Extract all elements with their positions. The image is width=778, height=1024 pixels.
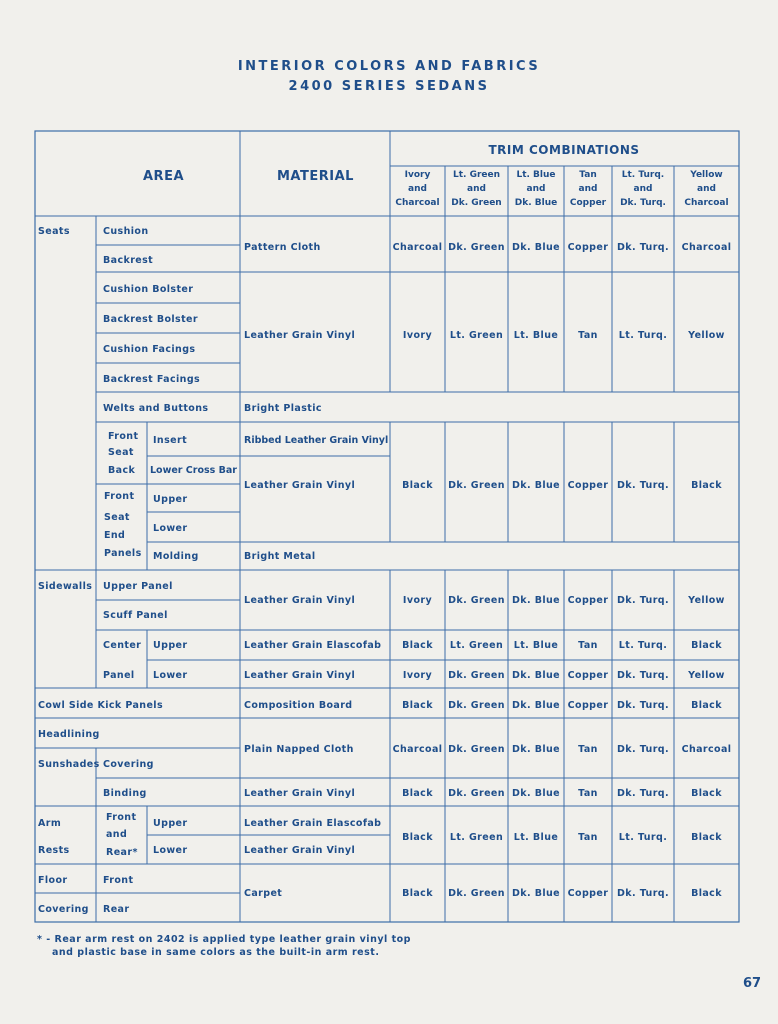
trim-column-header-line: Charcoal [395, 198, 440, 208]
label-floor: Floor [38, 875, 68, 886]
trim-cell: Black [691, 888, 722, 899]
trim-cell: Black [402, 700, 433, 711]
trim-cell: Lt. Turq. [618, 832, 668, 843]
trim-column-header-line: Charcoal [684, 198, 729, 208]
trim-cell: Dk. Turq. [616, 888, 670, 899]
trim-cell: Dk. Blue [511, 788, 561, 799]
label-backrest: Backrest [103, 255, 154, 266]
trim-column-header-3 [564, 168, 612, 210]
label-binding: Binding [103, 788, 147, 799]
label-end: End [104, 530, 126, 541]
trim-column-header-0 [390, 168, 445, 210]
label-molding: Molding [153, 551, 199, 562]
label-front-2: Front [104, 491, 135, 502]
label-lower-cross-bar: Lower Cross Bar [150, 465, 237, 476]
trim-cell: Copper [567, 670, 609, 681]
material-carpet: Carpet [244, 888, 283, 899]
label-arm-upper: Upper [153, 818, 188, 829]
trim-cell: Dk. Blue [511, 888, 561, 899]
trim-cell: Copper [567, 242, 609, 253]
trim-cell: Tan [578, 832, 598, 843]
trim-cell: Lt. Turq. [618, 330, 668, 341]
page-number: 67 [743, 976, 762, 991]
label-center: Center [103, 640, 142, 651]
header-material: MATERIAL [277, 169, 354, 184]
trim-cell: Ivory [402, 330, 433, 341]
trim-column-header-line: Dk. Blue [514, 198, 558, 208]
trim-cell: Copper [567, 595, 609, 606]
trim-cell: Dk. Turq. [616, 595, 670, 606]
trim-cell: Charcoal [392, 744, 443, 755]
material-plain-napped-cloth: Plain Napped Cloth [244, 744, 354, 755]
material-bright-plastic: Bright Plastic [244, 403, 322, 414]
trim-cell: Lt. Green [449, 832, 504, 843]
trim-column-header-line: and [633, 184, 653, 194]
label-sunshades: Sunshades [38, 759, 100, 770]
trim-column-header-line: and [526, 184, 546, 194]
trim-cell: Tan [578, 744, 598, 755]
label-arm-front: Front [106, 812, 137, 823]
label-upper: Upper [153, 494, 188, 505]
trim-cell: Dk. Turq. [616, 700, 670, 711]
material-leather-grain-vinyl-2: Leather Grain Vinyl [244, 480, 356, 491]
trim-cell: Dk. Blue [511, 480, 561, 491]
page-subtitle: 2400 SERIES SEDANS [288, 79, 490, 94]
trim-cell: Dk. Green [448, 700, 505, 711]
trim-cell: Dk. Green [448, 595, 505, 606]
trim-cell: Copper [567, 888, 609, 899]
header-trim-combinations: TRIM COMBINATIONS [488, 143, 640, 157]
trim-cell: Dk. Green [448, 788, 505, 799]
trim-cell: Tan [578, 788, 598, 799]
trim-cell: Dk. Blue [511, 670, 561, 681]
label-seat: Seat [108, 447, 134, 458]
trim-cell: Dk. Green [448, 242, 505, 253]
label-cushion-bolster: Cushion Bolster [103, 284, 194, 295]
trim-column-header-line: Lt. Blue [516, 170, 556, 180]
trim-cell: Black [402, 640, 433, 651]
trim-column-header-line: Dk. Turq. [620, 198, 666, 208]
trim-cell: Lt. Blue [513, 330, 559, 341]
trim-column-header-line: and [408, 184, 427, 194]
material-bright-metal: Bright Metal [244, 551, 316, 562]
label-scuff-panel: Scuff Panel [103, 610, 168, 621]
trim-cell: Dk. Turq. [616, 480, 670, 491]
trim-column-header-line: and [697, 184, 716, 194]
label-floor-covering: Covering [38, 904, 89, 915]
trim-cell: Black [402, 888, 433, 899]
label-arm: Arm [38, 818, 62, 829]
label-rear-star: Rear* [106, 847, 138, 858]
trim-cell: Dk. Blue [511, 242, 561, 253]
trim-column-header-line: Dk. Green [451, 198, 502, 208]
material-leather-grain-vinyl-6: Leather Grain Vinyl [244, 845, 356, 856]
trim-cell: Copper [567, 480, 609, 491]
trim-cell: Dk. Turq. [616, 744, 670, 755]
header-area: AREA [143, 169, 185, 184]
material-elascofab-1: Leather Grain Elascofab [244, 640, 382, 651]
trim-cell: Black [691, 832, 722, 843]
trim-column-header-1 [445, 168, 508, 210]
material-leather-grain-vinyl-3: Leather Grain Vinyl [244, 595, 356, 606]
page-title: INTERIOR COLORS AND FABRICS [237, 59, 541, 74]
trim-cell: Charcoal [392, 242, 443, 253]
material-elascofab-2: Leather Grain Elascofab [244, 818, 382, 829]
trim-cell: Tan [578, 640, 598, 651]
footnote-line-1: * - Rear arm rest on 2402 is applied type leather grain vinyl top [37, 934, 411, 945]
trim-cell: Black [691, 640, 722, 651]
label-panels: Panels [104, 548, 142, 559]
label-covering: Covering [103, 759, 154, 770]
label-panel: Panel [103, 670, 135, 681]
trim-column-header-2 [508, 168, 564, 210]
trim-cell: Copper [567, 700, 609, 711]
trim-cell: Dk. Turq. [616, 788, 670, 799]
footnote-line-2: and plastic base in same colors as the built-in arm rest. [52, 947, 380, 958]
material-leather-grain-vinyl-4: Leather Grain Vinyl [244, 670, 356, 681]
trim-cell: Charcoal [681, 242, 732, 253]
trim-cell: Ivory [402, 670, 433, 681]
trim-cell: Lt. Blue [513, 640, 559, 651]
trim-cell: Black [691, 480, 722, 491]
trim-cell: Yellow [688, 330, 725, 341]
label-cushion: Cushion [103, 226, 149, 237]
trim-cell: Black [691, 700, 722, 711]
label-arm-and: and [106, 829, 128, 840]
trim-cell: Dk. Green [448, 670, 505, 681]
trim-cell: Dk. Turq. [616, 242, 670, 253]
label-floor-rear: Rear [103, 904, 130, 915]
material-leather-grain-vinyl-5: Leather Grain Vinyl [244, 788, 356, 799]
trim-cell: Dk. Turq. [616, 670, 670, 681]
label-cowl: Cowl Side Kick Panels [38, 700, 163, 711]
label-lower: Lower [153, 523, 188, 534]
label-backrest-facings: Backrest Facings [103, 374, 201, 385]
trim-cell: Dk. Blue [511, 744, 561, 755]
trim-column-header-5 [674, 168, 739, 210]
trim-cell: Charcoal [681, 744, 732, 755]
trim-cell: Dk. Green [448, 744, 505, 755]
label-welts-and-buttons: Welts and Buttons [103, 403, 209, 414]
trim-cell: Lt. Green [449, 640, 504, 651]
material-ribbed-vinyl: Ribbed Leather Grain Vinyl [244, 435, 389, 446]
label-arm-lower: Lower [153, 845, 188, 856]
trim-cell: Black [691, 788, 722, 799]
trim-cell: Tan [578, 330, 598, 341]
trim-cell: Yellow [688, 595, 725, 606]
label-center-upper: Upper [153, 640, 188, 651]
trim-cell: Black [402, 480, 433, 491]
trim-column-header-line: and [467, 184, 486, 194]
trim-column-header-line: Lt. Green [452, 170, 501, 180]
label-headlining: Headlining [38, 729, 100, 740]
label-backrest-bolster: Backrest Bolster [103, 314, 198, 325]
trim-cell: Lt. Blue [513, 832, 559, 843]
label-front: Front [108, 431, 139, 442]
label-floor-front: Front [103, 875, 134, 886]
trim-cell: Black [402, 832, 433, 843]
label-seats: Seats [38, 226, 70, 237]
material-pattern-cloth: Pattern Cloth [244, 242, 321, 253]
label-rests: Rests [38, 845, 70, 856]
trim-column-header-line: Tan [579, 170, 597, 180]
trim-column-header-line: Copper [569, 198, 607, 208]
trim-column-header-line: Ivory [404, 170, 431, 180]
trim-cell: Dk. Blue [511, 700, 561, 711]
label-back: Back [108, 465, 136, 476]
trim-cell: Lt. Turq. [618, 640, 668, 651]
trim-cell: Lt. Green [449, 330, 504, 341]
label-sidewalls: Sidewalls [38, 581, 93, 592]
trim-cell: Dk. Green [448, 888, 505, 899]
label-seat-2: Seat [104, 512, 130, 523]
material-composition-board: Composition Board [244, 700, 353, 711]
trim-cell: Ivory [402, 595, 433, 606]
label-cushion-facings: Cushion Facings [103, 344, 196, 355]
trim-column-header-line: Lt. Turq. [621, 170, 665, 180]
trim-cell: Dk. Green [448, 480, 505, 491]
trim-column-header-line: Yellow [690, 170, 723, 180]
trim-column-header-line: and [578, 184, 598, 194]
trim-column-header-4 [612, 168, 674, 210]
label-center-lower: Lower [153, 670, 188, 681]
trim-cell: Yellow [688, 670, 725, 681]
material-leather-grain-vinyl-1: Leather Grain Vinyl [244, 330, 356, 341]
label-insert: Insert [153, 435, 188, 446]
trim-cell: Black [402, 788, 433, 799]
label-upper-panel: Upper Panel [103, 581, 173, 592]
trim-cell: Dk. Blue [511, 595, 561, 606]
